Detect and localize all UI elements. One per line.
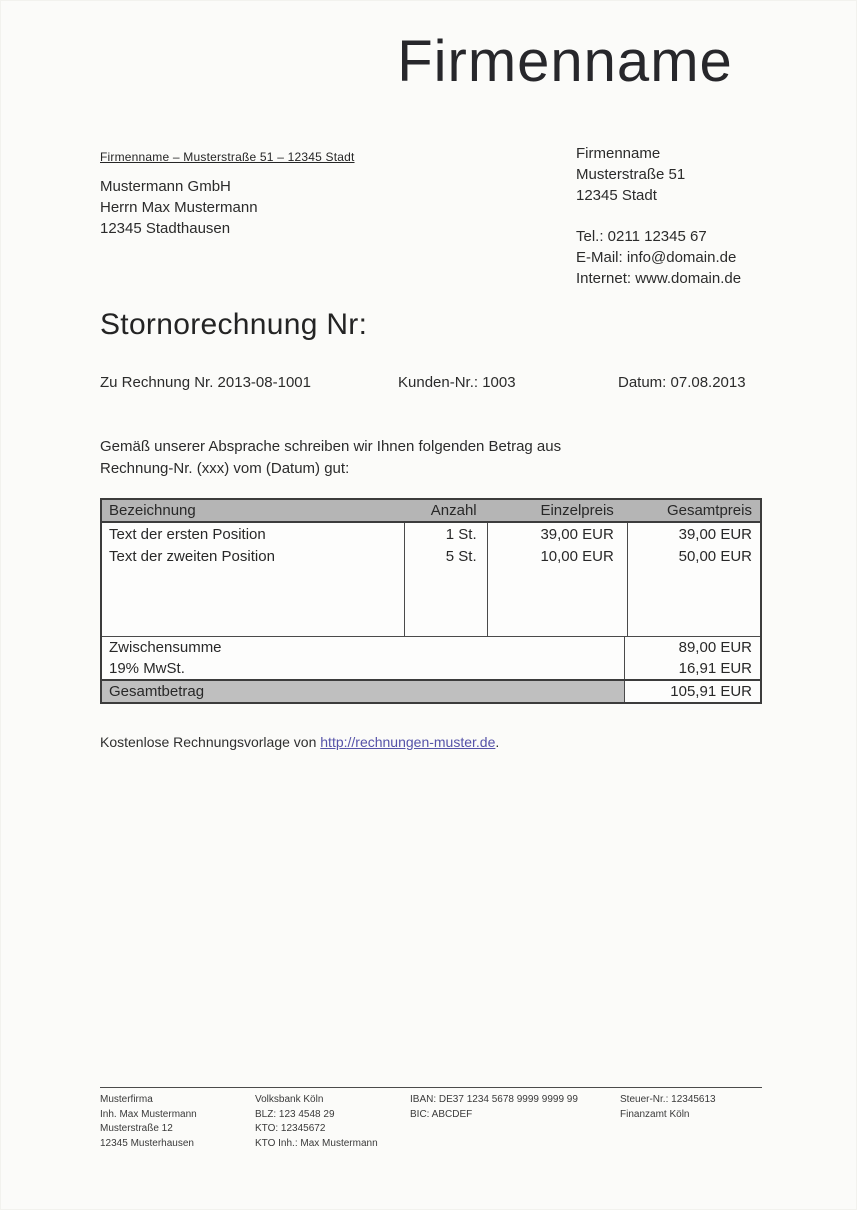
column-divider (487, 523, 488, 636)
vat-row (102, 658, 760, 679)
company-email: E-Mail: info@domain.de (576, 249, 737, 266)
footer-line: BLZ: 123 4548 29 (255, 1108, 335, 1120)
subtotal-row (102, 637, 760, 658)
company-contact-details (576, 226, 741, 289)
footer-line: Finanzamt Köln (620, 1108, 690, 1120)
item-total: 39,00 EUR (678, 525, 752, 543)
footer-line: Musterstraße 12 (100, 1123, 173, 1134)
column-header-description: Bezeichnung (109, 502, 196, 519)
sender-return-address: Firmenname – Musterstraße 51 – 12345 Stadt (100, 150, 355, 164)
column-header-unit-price: Einzelpreis (540, 502, 614, 519)
footer-iban-column (410, 1093, 578, 1122)
document-title: Stornorechnung Nr: (100, 308, 368, 341)
recipient-line: 12345 Stadthausen (100, 220, 231, 237)
footer-line: Steuer-Nr.: 12345613 (620, 1094, 716, 1105)
credit-period: . (495, 734, 500, 750)
grand-total-row (102, 679, 760, 702)
footer-company-column (100, 1093, 197, 1151)
item-quantity: 5 St. (445, 547, 477, 565)
template-source-link[interactable]: http://rechnungen-muster.de (320, 734, 496, 750)
vat-value: 16,91 EUR (624, 658, 760, 679)
credit-text: Kostenlose Rechnungsvorlage von (100, 734, 321, 750)
company-title: Firmenname (397, 29, 733, 94)
footer-bank-column (255, 1093, 378, 1151)
invoice-date: Datum: 07.08.2013 (618, 374, 746, 391)
subtotal-label: Zwischensumme (109, 639, 222, 656)
template-credit-line (100, 734, 499, 750)
item-total: 50,00 EUR (678, 547, 752, 565)
table-header-row (102, 500, 760, 523)
grand-total-label: Gesamtbetrag (102, 681, 624, 702)
company-address (576, 143, 741, 206)
invoice-reference: Zu Rechnung Nr. 2013-08-1001 (100, 374, 311, 391)
footer-line: BIC: ABCDEF (410, 1108, 473, 1120)
footer-line: Volksbank Köln (255, 1094, 324, 1105)
recipient-line: Mustermann GmbH (100, 178, 231, 195)
item-quantity: 1 St. (445, 525, 477, 543)
item-unit-price: 10,00 EUR (540, 547, 614, 565)
table-row (102, 545, 760, 567)
customer-number: Kunden-Nr.: 1003 (398, 374, 516, 391)
footer-tax-column (620, 1093, 716, 1122)
subtotal-value: 89,00 EUR (624, 637, 760, 658)
column-divider (404, 523, 405, 636)
column-header-total-price: Gesamtpreis (666, 502, 752, 519)
column-divider (627, 523, 628, 636)
item-description: Text der zweiten Position (109, 547, 275, 565)
footer-line: 12345 Musterhausen (100, 1137, 194, 1149)
company-address-line: Firmenname (576, 145, 661, 162)
item-unit-price: 39,00 EUR (540, 525, 614, 543)
footer-divider (100, 1087, 762, 1088)
footer-line: IBAN: DE37 1234 5678 9999 9999 99 (410, 1094, 578, 1105)
company-address-line: 12345 Stadt (576, 187, 657, 204)
item-description: Text der ersten Position (109, 525, 266, 543)
grand-total-value: 105,91 EUR (624, 681, 760, 702)
footer-line: KTO: 12345672 (255, 1123, 326, 1134)
footer-line: Musterfirma (100, 1094, 153, 1105)
company-phone: Tel.: 0211 12345 67 (576, 228, 707, 245)
line-items-table (100, 498, 762, 704)
table-row (102, 523, 760, 545)
recipient-address-block (100, 176, 258, 239)
intro-line: Gemäß unserer Absprache schreiben wir Ihnen folgenden Betrag aus (100, 438, 562, 455)
intro-paragraph (100, 436, 680, 480)
vat-label: 19% MwSt. (109, 660, 185, 677)
table-body (102, 523, 760, 636)
intro-line: Rechnung-Nr. (xxx) vom (Datum) gut: (100, 460, 350, 477)
footer-line: Inh. Max Mustermann (100, 1108, 197, 1120)
footer-line: KTO Inh.: Max Mustermann (255, 1137, 378, 1149)
recipient-line: Herrn Max Mustermann (100, 199, 258, 216)
column-header-quantity: Anzahl (430, 502, 477, 519)
table-summary (102, 636, 760, 679)
company-address-line: Musterstraße 51 (576, 166, 686, 183)
company-website: Internet: www.domain.de (576, 270, 742, 287)
company-contact-block (576, 143, 741, 289)
